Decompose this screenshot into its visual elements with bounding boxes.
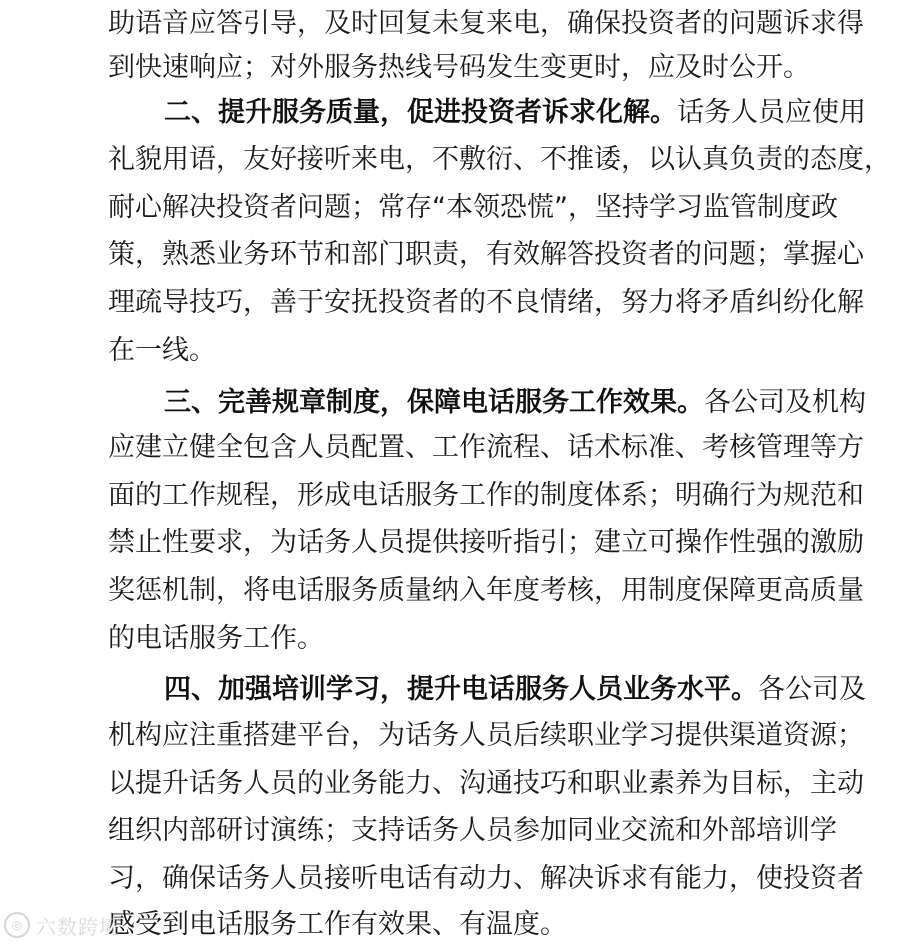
- section-2-heading-line: 二、提升服务质量，促进投资者诉求化解。话务人员应使用: [164, 97, 866, 128]
- section-heading: 二、提升服务质量，促进投资者诉求化解。: [164, 97, 677, 128]
- section-3-heading-line: 三、完善规章制度，保障电话服务工作效果。各公司及机构: [164, 387, 866, 418]
- text-line-4: 礼貌用语，友好接听来电，不敷衍、不推诿，以认真负责的态度，: [108, 144, 891, 175]
- text-line-19: 习，确保话务人员接听电话有动力、解决诉求有能力，使投资者: [108, 863, 864, 894]
- watermark: [4, 910, 120, 940]
- watermark-text: 六数跨境: [36, 914, 120, 939]
- text-line-13: 奖惩机制，将电话服务质量纳入年度考核，用制度保障更高质量: [108, 575, 864, 606]
- text-line-1: 助语音应答引导，及时回复未复来电，确保投资者的问题诉求得: [108, 8, 864, 39]
- text-line-6: 策，熟悉业务环节和部门职责，有效解答投资者的问题；掌握心: [108, 239, 864, 270]
- text-line-12: 禁止性要求，为话务人员提供接听指引；建立可操作性强的激励: [108, 527, 864, 558]
- text-line-7: 理疏导技巧，善于安抚投资者的不良情绪，努力将矛盾纠纷化解: [108, 287, 864, 318]
- section-heading: 三、完善规章制度，保障电话服务工作效果。: [164, 387, 704, 418]
- watermark-logo-icon: ◎: [4, 912, 30, 938]
- text-line-14: 的电话服务工作。: [108, 623, 324, 654]
- text-line-8: 在一线。: [108, 335, 216, 366]
- text-line-10: 应建立健全包含人员配置、工作流程、话术标准、考核管理等方: [108, 432, 864, 463]
- text-line-5: 耐心解决投资者问题；常存“本领恐慌”，坚持学习监管制度政: [108, 192, 838, 223]
- text-line-2: 到快速响应；对外服务热线号码发生变更时，应及时公开。: [108, 52, 810, 83]
- section-4-heading-line: 四、加强培训学习，提升电话服务人员业务水平。各公司及: [164, 674, 866, 705]
- text-line-17: 以提升话务人员的业务能力、沟通技巧和职业素养为目标，主动: [108, 768, 864, 799]
- text-line-11: 面的工作规程，形成电话服务工作的制度体系；明确行为规范和: [108, 480, 864, 511]
- text-line-20: 感受到电话服务工作有效果、有温度。: [108, 909, 567, 940]
- text-line-16: 机构应注重搭建平台，为话务人员后续职业学习提供渠道资源；: [108, 720, 864, 751]
- section-heading: 四、加强培训学习，提升电话服务人员业务水平。: [164, 674, 758, 705]
- text-line-18: 组织内部研讨演练；支持话务人员参加同业交流和外部培训学: [108, 815, 837, 846]
